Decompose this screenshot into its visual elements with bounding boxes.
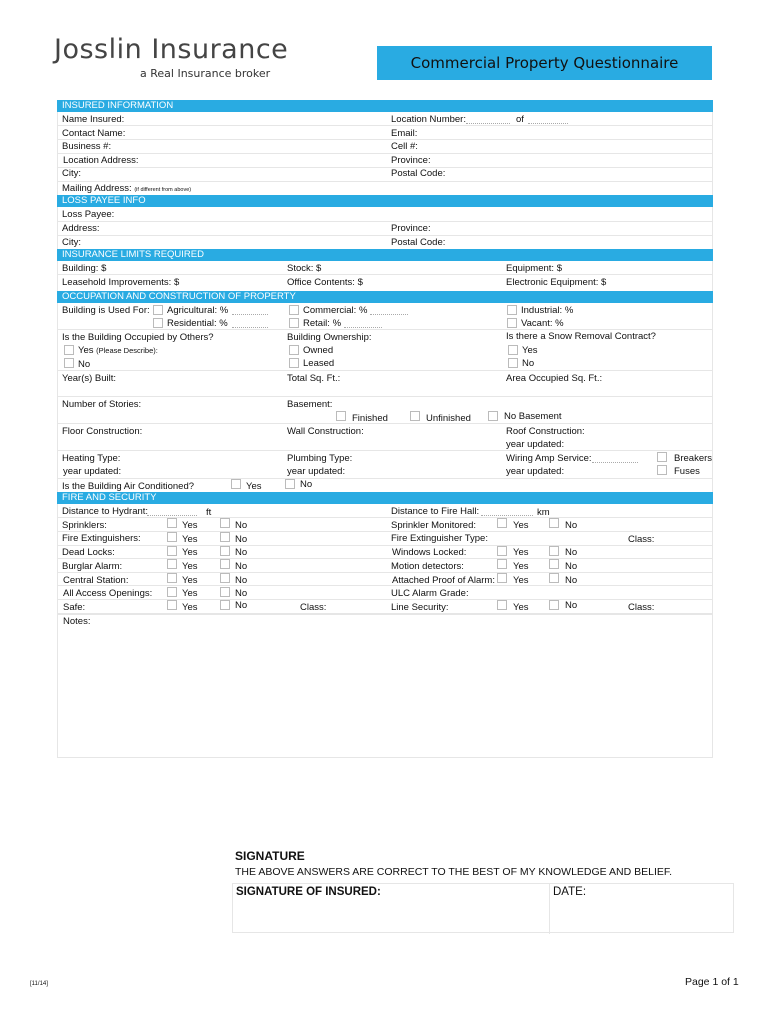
signature-statement: THE ABOVE ANSWERS ARE CORRECT TO THE BEST OF MY KNOWLEDGE AND BELIEF.: [235, 866, 673, 878]
heating-year-updated-label: year updated:: [63, 466, 122, 477]
central-yes-checkbox[interactable]: [167, 573, 177, 583]
burglar-alarm-label: Burglar Alarm:: [62, 561, 123, 572]
industrial-checkbox[interactable]: [507, 305, 517, 315]
occupied-yes-checkbox[interactable]: [64, 345, 74, 355]
breakers-checkbox[interactable]: [657, 452, 667, 462]
row-line: [57, 154, 713, 168]
signature-of-insured-field[interactable]: SIGNATURE OF INSURED:: [236, 886, 381, 898]
notes-field[interactable]: [57, 614, 713, 758]
occupied-yes-text: Yes: [78, 345, 94, 356]
monitored-yes-label: Yes: [513, 520, 529, 531]
leased-label: Leased: [303, 358, 335, 369]
windows-no-checkbox[interactable]: [549, 546, 559, 556]
row-line: [57, 140, 713, 154]
burglar-yes-checkbox[interactable]: [167, 559, 177, 569]
roof-construction-label: Roof Construction:: [506, 426, 585, 437]
motion-yes-label: Yes: [513, 561, 529, 572]
extinguishers-yes-checkbox[interactable]: [167, 532, 177, 542]
safe-label: Safe:: [63, 602, 86, 613]
extinguishers-yes-label: Yes: [182, 534, 198, 545]
fire-extinguishers-label: Fire Extinguishers:: [62, 533, 141, 544]
retail-percent-input[interactable]: [344, 327, 382, 328]
distance-hydrant-input[interactable]: [147, 515, 197, 516]
extinguishers-no-checkbox[interactable]: [220, 532, 230, 542]
of-label: of: [516, 114, 524, 125]
total-sqft-label: Total Sq. Ft.:: [287, 373, 341, 384]
dead-locks-yes-checkbox[interactable]: [167, 546, 177, 556]
no-basement-label: No Basement: [504, 411, 562, 422]
row-line: [57, 371, 713, 397]
section-fire-security: FIRE AND SECURITY: [57, 492, 713, 504]
industrial-label: Industrial: %: [521, 305, 574, 316]
vacant-checkbox[interactable]: [507, 318, 517, 328]
motion-no-label: No: [565, 561, 578, 572]
row-line: [57, 600, 713, 614]
owned-label: Owned: [303, 345, 334, 356]
extinguisher-class-label: Class:: [628, 534, 655, 545]
loss-postal-label: Postal Code:: [391, 237, 446, 248]
location-total-input[interactable]: [528, 123, 568, 124]
plumbing-year-updated-label: year updated:: [287, 466, 346, 477]
wall-construction-label: Wall Construction:: [287, 426, 364, 437]
line-no-checkbox[interactable]: [549, 600, 559, 610]
burglar-yes-label: Yes: [182, 561, 198, 572]
plumbing-type-label: Plumbing Type:: [287, 453, 353, 464]
cell-label: Cell #:: [391, 141, 418, 152]
safe-yes-label: Yes: [182, 602, 198, 613]
occupied-no-label: No: [78, 359, 91, 370]
ac-no-label: No: [300, 479, 313, 490]
section-loss-payee: LOSS PAYEE INFO: [57, 195, 713, 207]
sprinklers-yes-label: Yes: [182, 520, 198, 531]
location-number-input[interactable]: [466, 123, 510, 124]
business-number-label: Business #:: [62, 141, 112, 152]
location-number-label: Location Number:: [391, 114, 466, 125]
residential-percent-input[interactable]: [232, 327, 268, 328]
stock-limit-label: Stock: $: [287, 263, 322, 274]
occupied-no-checkbox[interactable]: [64, 358, 74, 368]
dead-locks-no-label: No: [235, 547, 248, 558]
breakers-label: Breakers: [674, 453, 713, 464]
line-yes-label: Yes: [513, 602, 529, 613]
monitored-no-label: No: [565, 520, 578, 531]
retail-label: Retail: %: [303, 318, 342, 329]
ac-yes-label: Yes: [246, 481, 262, 492]
row-line: [57, 126, 713, 140]
proof-no-checkbox[interactable]: [549, 573, 559, 583]
company-tagline: a Real Insurance broker: [140, 67, 271, 80]
line-no-label: No: [565, 600, 578, 611]
monitored-yes-checkbox[interactable]: [497, 518, 507, 528]
name-insured-label: Name Insured:: [62, 114, 125, 125]
wiring-year-updated-label: year updated:: [506, 466, 565, 477]
dead-locks-no-checkbox[interactable]: [220, 546, 230, 556]
form-version-code: [11/14]: [30, 981, 48, 987]
snow-yes-checkbox[interactable]: [508, 345, 518, 355]
loss-payee-label: Loss Payee:: [62, 209, 115, 220]
row-line: [57, 546, 713, 559]
residential-label: Residential: %: [167, 318, 228, 329]
proof-of-alarm-label: Attached Proof of Alarm:: [392, 575, 495, 586]
ac-yes-checkbox[interactable]: [231, 479, 241, 489]
basement-label: Basement:: [287, 399, 333, 410]
fire-hall-unit-label: km: [537, 507, 550, 518]
motion-detectors-label: Motion detectors:: [391, 561, 464, 572]
proof-no-label: No: [565, 575, 578, 586]
wiring-amp-label: Wiring Amp Service:: [506, 453, 592, 464]
safe-no-checkbox[interactable]: [220, 600, 230, 610]
sprinklers-yes-checkbox[interactable]: [167, 518, 177, 528]
email-label: Email:: [391, 128, 418, 139]
ac-no-checkbox[interactable]: [285, 479, 295, 489]
floor-construction-label: Floor Construction:: [62, 426, 143, 437]
used-for-label: Building is Used For:: [62, 305, 150, 316]
fuses-label: Fuses: [674, 466, 700, 477]
years-built-label: Year(s) Built:: [62, 373, 117, 384]
snow-removal-question: Is there a Snow Removal Contract?: [506, 331, 656, 342]
location-address-label: Location Address:: [63, 155, 139, 166]
dead-locks-yes-label: Yes: [182, 547, 198, 558]
burglar-no-checkbox[interactable]: [220, 559, 230, 569]
snow-no-checkbox[interactable]: [508, 358, 518, 368]
distance-fire-hall-label: Distance to Fire Hall:: [391, 506, 480, 517]
leasehold-limit-label: Leasehold Improvements: $: [62, 277, 180, 288]
number-of-stories-label: Number of Stories:: [62, 399, 142, 410]
access-no-label: No: [235, 588, 248, 599]
commercial-label: Commercial: %: [303, 305, 368, 316]
row-line: [57, 222, 713, 236]
occupied-by-others-question: Is the Building Occupied by Others?: [62, 332, 214, 343]
row-line: [57, 261, 713, 275]
basement-unfinished-checkbox[interactable]: [410, 411, 420, 421]
describe-note: (Please Describe):: [96, 346, 158, 355]
heating-type-label: Heating Type:: [62, 453, 121, 464]
row-line: [57, 518, 713, 532]
safe-yes-checkbox[interactable]: [167, 600, 177, 610]
office-contents-label: Office Contents: $: [287, 277, 363, 288]
agricultural-percent-input[interactable]: [232, 314, 268, 315]
proof-yes-label: Yes: [513, 575, 529, 586]
electronic-equipment-label: Electronic Equipment: $: [506, 277, 607, 288]
sprinklers-no-checkbox[interactable]: [220, 518, 230, 528]
wiring-amp-input[interactable]: [592, 462, 638, 463]
loss-city-label: City:: [62, 237, 81, 248]
form-title-text: Commercial Property Questionnaire: [410, 54, 679, 72]
city-label: City:: [62, 168, 81, 179]
mailing-address-text: Mailing Address:: [62, 183, 132, 194]
access-yes-label: Yes: [182, 588, 198, 599]
vacant-label: Vacant: %: [521, 318, 564, 329]
safe-no-label: No: [235, 600, 248, 611]
line-class-label: Class:: [628, 602, 655, 613]
row-line: [57, 207, 713, 222]
section-insurance-limits: INSURANCE LIMITS REQUIRED: [57, 249, 713, 261]
row-line: [57, 586, 713, 600]
row-line: [57, 451, 713, 479]
row-line: [57, 559, 713, 573]
mailing-address-note: (if different from above): [134, 187, 192, 193]
line-security-label: Line Security:: [391, 602, 449, 613]
row-line: [57, 573, 713, 586]
monitored-no-checkbox[interactable]: [549, 518, 559, 528]
motion-no-checkbox[interactable]: [549, 559, 559, 569]
owned-checkbox[interactable]: [289, 345, 299, 355]
burglar-no-label: No: [235, 561, 248, 572]
sprinklers-no-label: No: [235, 520, 248, 531]
motion-yes-checkbox[interactable]: [497, 559, 507, 569]
signature-date-field[interactable]: DATE:: [553, 886, 587, 898]
central-no-label: No: [235, 575, 248, 586]
loss-province-label: Province:: [391, 223, 431, 234]
central-no-checkbox[interactable]: [220, 573, 230, 583]
windows-locked-label: Windows Locked:: [392, 547, 467, 558]
access-yes-checkbox[interactable]: [167, 587, 177, 597]
distance-fire-hall-input[interactable]: [481, 515, 533, 516]
agricultural-label: Agricultural: %: [167, 305, 229, 316]
roof-year-updated-label: year updated:: [506, 439, 565, 450]
access-no-checkbox[interactable]: [220, 587, 230, 597]
section-occupation-construction: OCCUPATION AND CONSTRUCTION OF PROPERTY: [57, 291, 713, 303]
leased-checkbox[interactable]: [289, 358, 299, 368]
signature-divider: [549, 884, 550, 934]
postal-code-label: Postal Code:: [391, 168, 446, 179]
notes-label: Notes:: [63, 616, 91, 627]
row-line: [57, 532, 713, 546]
extinguisher-type-label: Fire Extinguisher Type:: [391, 533, 488, 544]
safe-class-label: Class:: [300, 602, 327, 613]
snow-no-label: No: [522, 358, 535, 369]
loss-address-label: Address:: [62, 223, 100, 234]
province-label: Province:: [391, 155, 431, 166]
central-yes-label: Yes: [182, 575, 198, 586]
dead-locks-label: Dead Locks:: [62, 547, 115, 558]
windows-yes-checkbox[interactable]: [497, 546, 507, 556]
equipment-limit-label: Equipment: $: [506, 263, 562, 274]
agricultural-checkbox[interactable]: [153, 305, 163, 315]
occupied-yes-label: [78, 345, 158, 356]
line-yes-checkbox[interactable]: [497, 600, 507, 610]
mailing-address-label: [62, 183, 191, 194]
page-number: Page 1 of 1: [685, 976, 739, 988]
hydrant-unit-label: ft: [206, 507, 212, 518]
row-line: [57, 112, 713, 126]
contact-name-label: Contact Name:: [62, 128, 126, 139]
basement-finished-checkbox[interactable]: [336, 411, 346, 421]
row-line: [57, 168, 713, 182]
basement-unfinished-label: Unfinished: [426, 413, 471, 424]
no-basement-checkbox[interactable]: [488, 411, 498, 421]
residential-checkbox[interactable]: [153, 318, 163, 328]
section-insured-information: INSURED INFORMATION: [57, 100, 713, 112]
signature-heading: SIGNATURE: [235, 849, 305, 863]
distance-hydrant-label: Distance to Hydrant:: [62, 506, 149, 517]
commercial-percent-input[interactable]: [370, 314, 408, 315]
row-line: [57, 424, 713, 451]
extinguishers-no-label: No: [235, 534, 248, 545]
commercial-checkbox[interactable]: [289, 305, 299, 315]
air-conditioned-question: Is the Building Air Conditioned?: [62, 481, 195, 492]
area-occupied-label: Area Occupied Sq. Ft.:: [506, 373, 603, 384]
company-logo: Josslin Insurance: [54, 34, 289, 65]
sprinklers-label: Sprinklers:: [62, 520, 107, 531]
basement-finished-label: Finished: [352, 413, 388, 424]
central-station-label: Central Station:: [63, 575, 129, 586]
windows-yes-label: Yes: [513, 547, 529, 558]
access-openings-label: All Access Openings:: [63, 588, 153, 599]
building-limit-label: Building: $: [62, 263, 107, 274]
ulc-alarm-grade-label: ULC Alarm Grade:: [391, 588, 469, 599]
snow-yes-label: Yes: [522, 345, 538, 356]
building-ownership-label: Building Ownership:: [287, 332, 372, 343]
sprinkler-monitored-label: Sprinkler Monitored:: [391, 520, 477, 531]
windows-no-label: No: [565, 547, 578, 558]
retail-checkbox[interactable]: [289, 318, 299, 328]
form-title: [377, 46, 712, 80]
fuses-checkbox[interactable]: [657, 465, 667, 475]
proof-yes-checkbox[interactable]: [497, 573, 507, 583]
